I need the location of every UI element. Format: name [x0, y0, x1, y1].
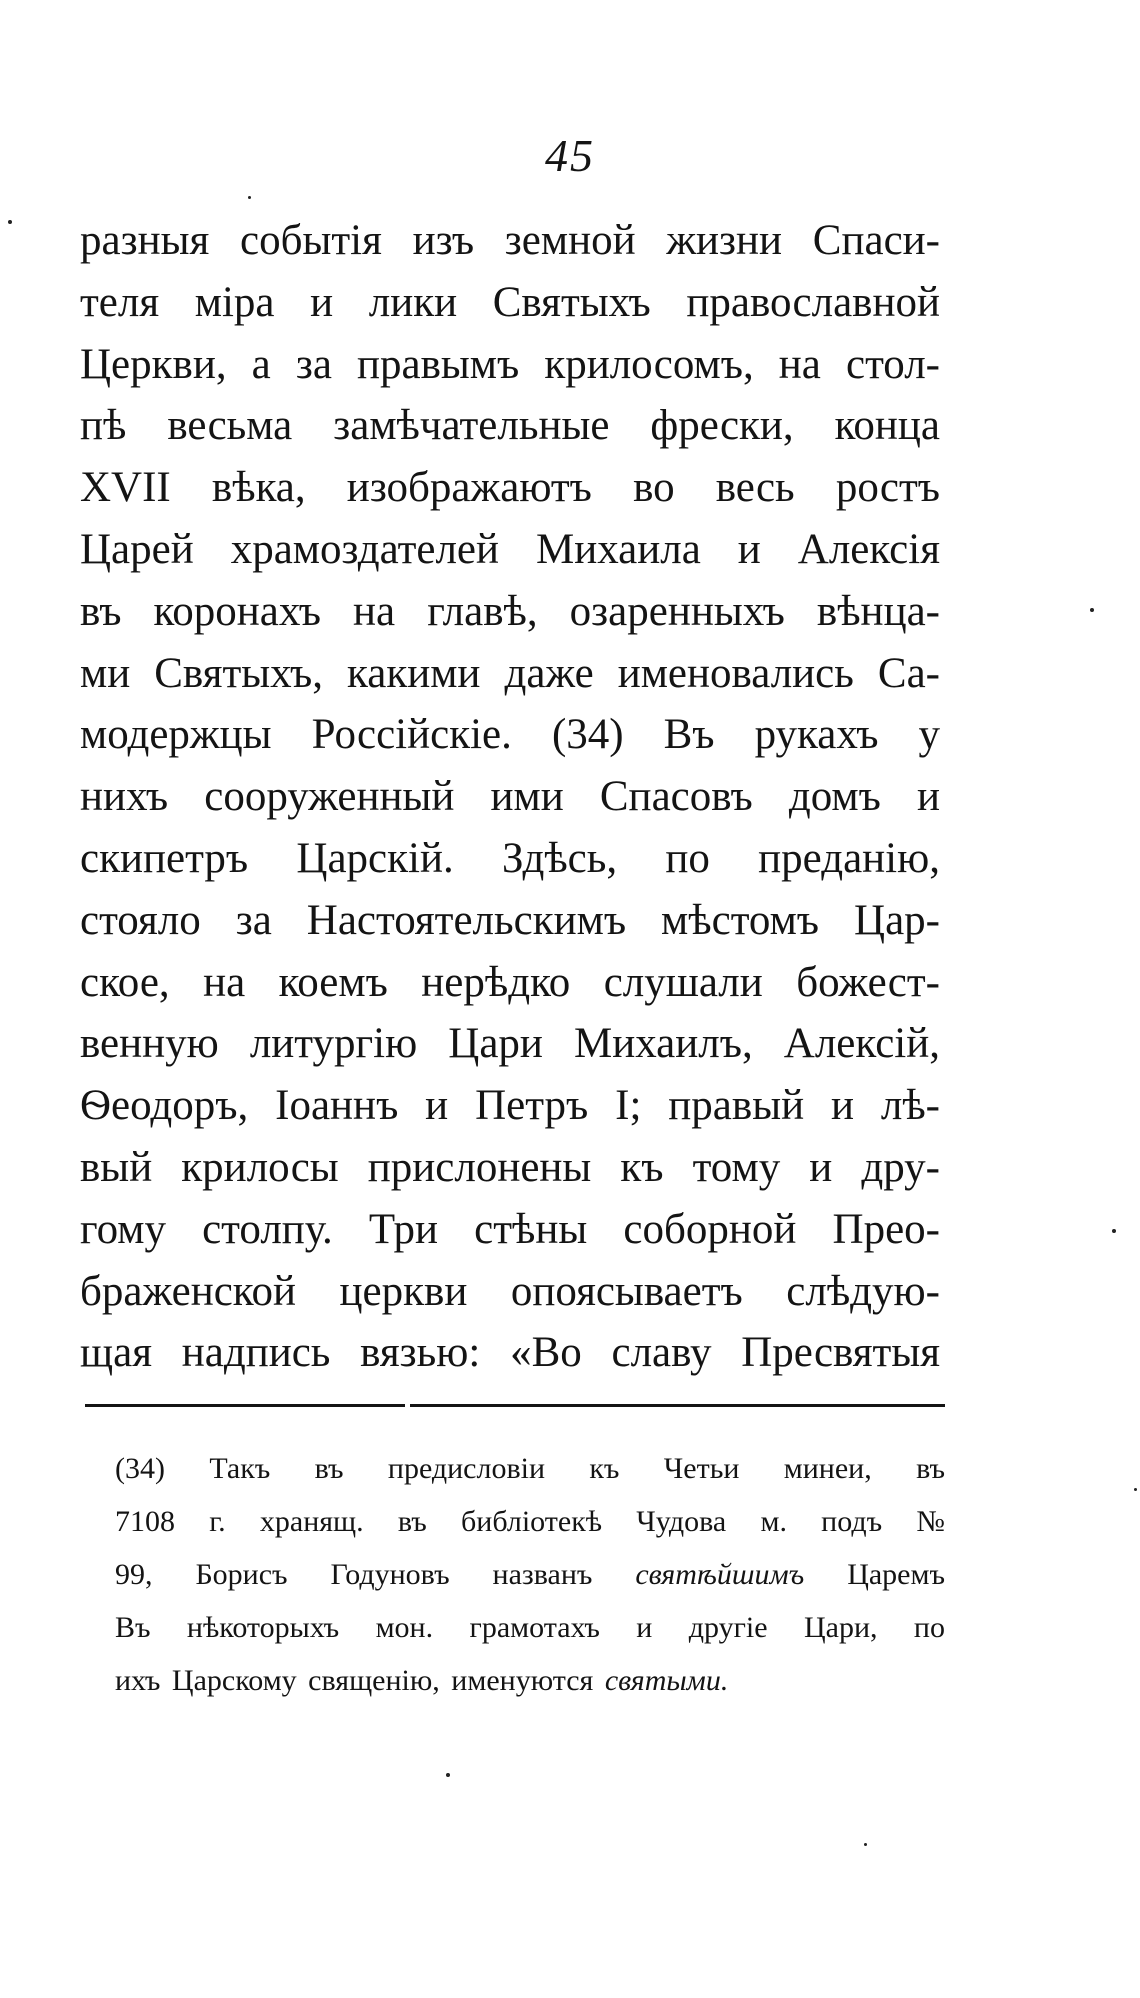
- text-line: щая надпись вязью: «Во славу Пресвятыя: [80, 1329, 940, 1377]
- print-speck: [248, 196, 251, 199]
- footnote-separator-left: [85, 1404, 405, 1407]
- footnote-text: ихъ Царскому священію, именуются: [115, 1664, 594, 1697]
- text-line: ми Святыхъ, какими даже именовались Са-: [80, 649, 940, 697]
- main-text: [80, 210, 940, 1384]
- footnote-line: (34) Такъ въ предисловіи къ Четьи минеи, въ: [115, 1452, 945, 1485]
- print-speck: [1134, 1488, 1137, 1491]
- text-line: браженской церкви опоясываетъ слѣдую-: [80, 1267, 940, 1315]
- footnote-line: [115, 1548, 945, 1601]
- text-line: разныя событія изъ земной жизни Спаси-: [80, 217, 940, 264]
- text-line: стояло за Настоятельскимъ мѣстомъ Цар-: [80, 896, 940, 944]
- text-line: пѣ весьма замѣчательные фрески, конца: [80, 402, 940, 450]
- footnote-separator-right: [410, 1404, 945, 1407]
- footnote-text: Царемъ: [847, 1558, 945, 1591]
- print-speck: [446, 1773, 450, 1777]
- text-line: нихъ сооруженный ими Спасовъ домъ и: [80, 773, 940, 821]
- text-line: венную литургію Цари Михаилъ, Алексій,: [80, 1020, 940, 1068]
- print-speck: [1112, 1229, 1116, 1233]
- footnote-text: 99, Борисъ Годуновъ названъ: [115, 1558, 593, 1591]
- footnote-line: 7108 г. хранящ. въ библіотекѣ Чудова м. подъ №: [115, 1505, 945, 1538]
- text-line: Ѳеодоръ, Іоаннъ и Петръ I; правый и лѣ-: [80, 1082, 940, 1130]
- text-line: XVII вѣка, изображаютъ во весь ростъ: [80, 464, 940, 512]
- footnote-line: Въ нѣкоторыхъ мон. грамотахъ и другіе Цари, по: [115, 1611, 945, 1644]
- text-line: ское, на коемъ нерѣдко слушали божест-: [80, 958, 940, 1006]
- footnote-emphasis: святыми.: [604, 1664, 729, 1697]
- footnote: [115, 1442, 945, 1707]
- text-line: Церкви, а за правымъ крилосомъ, на стол-: [80, 340, 940, 388]
- text-line: гому столпу. Три стѣны соборной Прео-: [80, 1205, 940, 1253]
- text-line: модержцы Россійскіе. (34) Въ рукахъ у: [80, 711, 940, 759]
- footnote-emphasis: святѣйшимъ: [635, 1558, 805, 1591]
- print-speck: [864, 1843, 867, 1846]
- footnote-line: [115, 1654, 945, 1707]
- text-line: вый крилосы прислонены къ тому и дру-: [80, 1143, 940, 1191]
- print-speck: [8, 220, 12, 224]
- text-line: скипетръ Царскій. Здѣсь, по преданію,: [80, 834, 940, 882]
- page-number: 45: [545, 130, 595, 181]
- text-line: Царей храмоздателей Михаила и Алексія: [80, 525, 940, 573]
- text-line: въ коронахъ на главѣ, озаренныхъ вѣнца-: [80, 587, 940, 635]
- print-speck: [1090, 608, 1094, 612]
- text-line: теля міра и лики Святыхъ православной: [80, 278, 940, 326]
